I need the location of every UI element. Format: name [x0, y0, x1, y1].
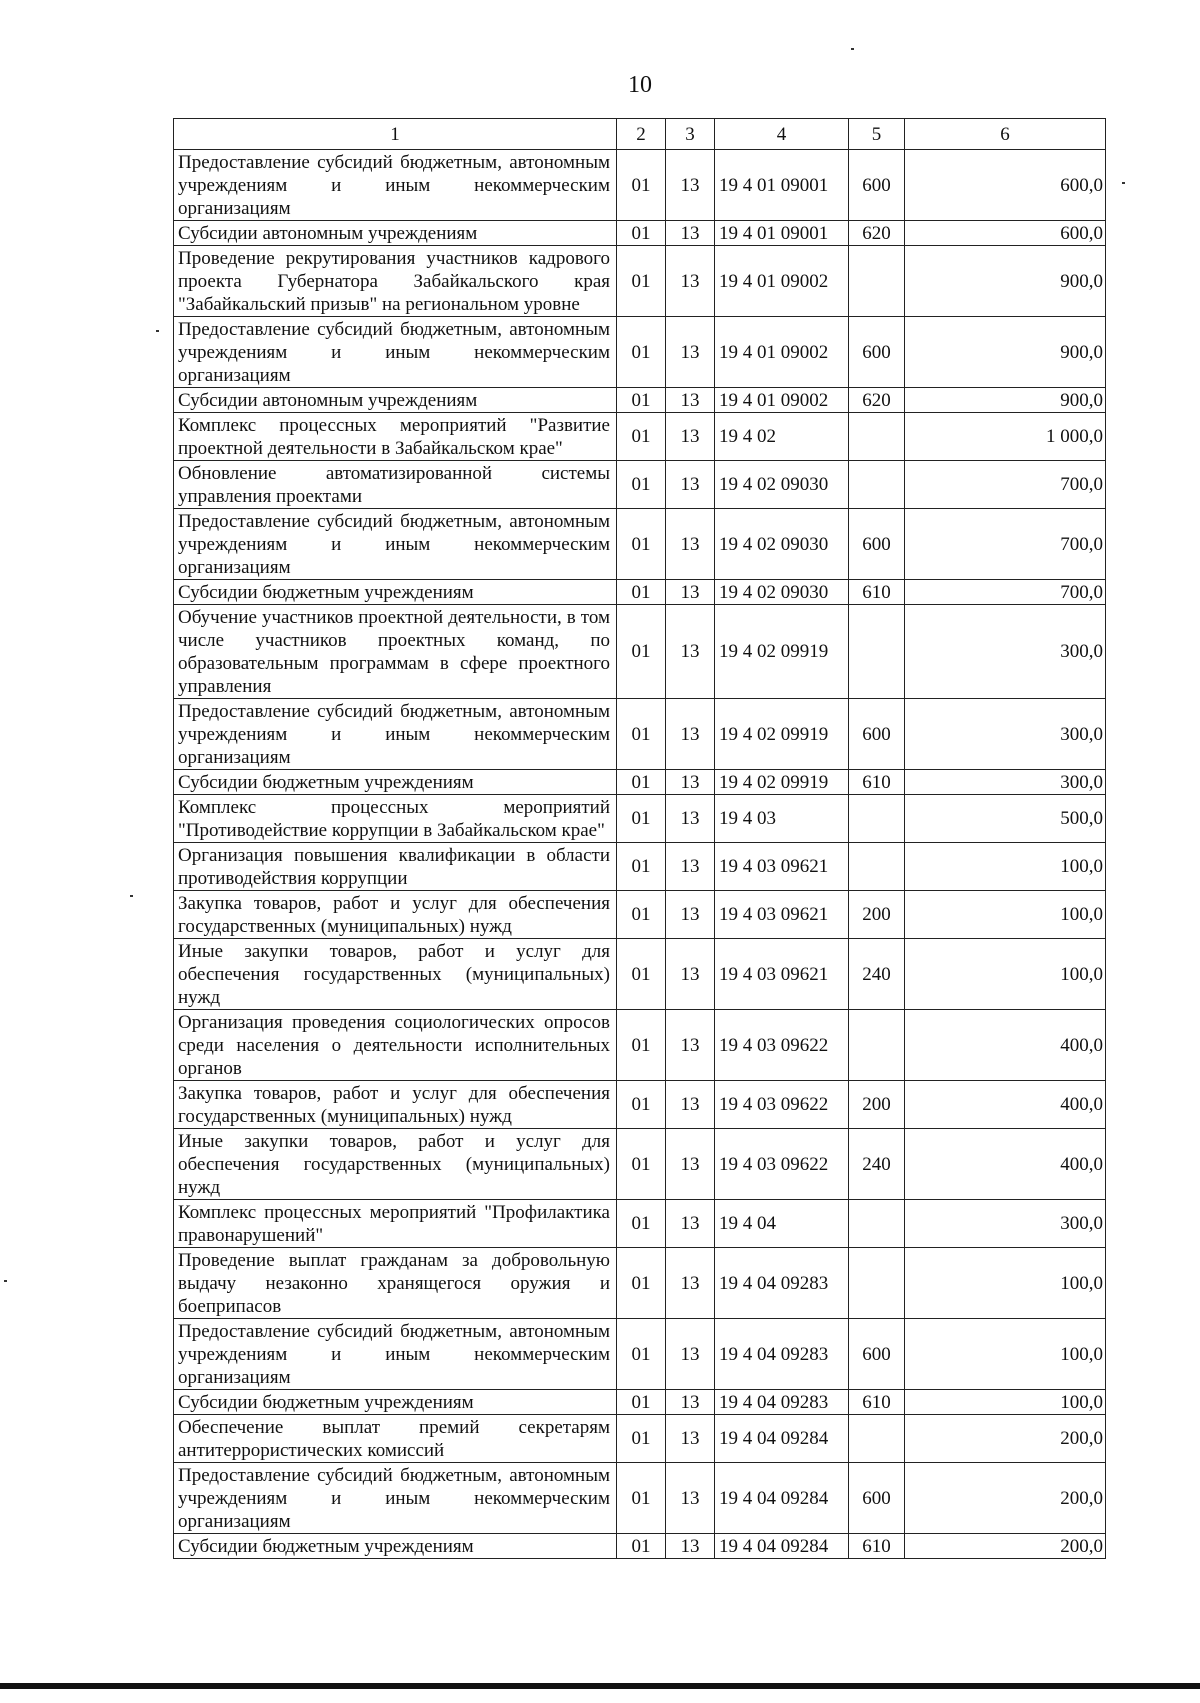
cell-c5: 610: [849, 770, 905, 795]
cell-c2: 01: [617, 1463, 666, 1534]
cell-name: Закупка товаров, работ и услуг для обеспечения государственных (муниципальных) нужд: [174, 891, 617, 939]
cell-c2: 01: [617, 388, 666, 413]
cell-c3: 13: [666, 939, 715, 1010]
cell-c5: 600: [849, 509, 905, 580]
cell-c4: 19 4 04 09284: [715, 1534, 849, 1559]
cell-c3: 13: [666, 580, 715, 605]
cell-c3: 13: [666, 1081, 715, 1129]
table-row: [174, 246, 1106, 317]
cell-c6: 1 000,0: [905, 413, 1106, 461]
cell-c5: 600: [849, 150, 905, 221]
cell-c4: 19 4 04 09284: [715, 1463, 849, 1534]
cell-c3: 13: [666, 317, 715, 388]
cell-name: Организация повышения квалификации в области противодействия коррупции: [174, 843, 617, 891]
cell-c5: [849, 246, 905, 317]
cell-c5: [849, 1010, 905, 1081]
table-row: [174, 221, 1106, 246]
table-row: [174, 770, 1106, 795]
cell-c6: 600,0: [905, 150, 1106, 221]
cell-c5: 200: [849, 891, 905, 939]
cell-c6: 200,0: [905, 1534, 1106, 1559]
scan-speck: [4, 1280, 7, 1282]
scan-speck: [130, 895, 133, 897]
cell-c4: 19 4 01 09002: [715, 317, 849, 388]
cell-c4: 19 4 02 09919: [715, 605, 849, 699]
cell-c3: 13: [666, 843, 715, 891]
cell-c4: 19 4 03 09621: [715, 939, 849, 1010]
cell-c3: 13: [666, 221, 715, 246]
cell-c4: 19 4 02 09030: [715, 509, 849, 580]
cell-c5: [849, 795, 905, 843]
cell-name: Обновление автоматизированной системы управления проектами: [174, 461, 617, 509]
cell-c4: 19 4 04 09283: [715, 1390, 849, 1415]
cell-c3: 13: [666, 1248, 715, 1319]
cell-name: Закупка товаров, работ и услуг для обеспечения государственных (муниципальных) нужд: [174, 1081, 617, 1129]
table-row: [174, 1248, 1106, 1319]
scan-speck: [851, 48, 854, 50]
cell-c6: 300,0: [905, 770, 1106, 795]
cell-c5: 600: [849, 1319, 905, 1390]
cell-c3: 13: [666, 1463, 715, 1534]
cell-c2: 01: [617, 1248, 666, 1319]
cell-c4: 19 4 03: [715, 795, 849, 843]
cell-name: Предоставление субсидий бюджетным, автономным учреждениям и иным некоммерческим организациям: [174, 150, 617, 221]
cell-c3: 13: [666, 1319, 715, 1390]
cell-c5: [849, 413, 905, 461]
table-row: [174, 388, 1106, 413]
cell-c2: 01: [617, 150, 666, 221]
cell-name: Субсидии бюджетным учреждениям: [174, 1534, 617, 1559]
cell-c6: 100,0: [905, 1248, 1106, 1319]
table-row: [174, 891, 1106, 939]
cell-c5: 610: [849, 1390, 905, 1415]
cell-c5: 620: [849, 388, 905, 413]
table-body: [174, 119, 1106, 1559]
cell-c5: 600: [849, 1463, 905, 1534]
cell-name: Иные закупки товаров, работ и услуг для обеспечения государственных (муниципальных) нужд: [174, 1129, 617, 1200]
table-row: [174, 699, 1106, 770]
cell-c3: 13: [666, 1010, 715, 1081]
cell-c6: 100,0: [905, 891, 1106, 939]
table-row: [174, 1081, 1106, 1129]
cell-name: Комплекс процессных мероприятий "Профилактика правонарушений": [174, 1200, 617, 1248]
cell-c2: 01: [617, 605, 666, 699]
cell-c2: 01: [617, 580, 666, 605]
cell-c5: 620: [849, 221, 905, 246]
table-row: [174, 413, 1106, 461]
cell-c6: 900,0: [905, 317, 1106, 388]
cell-c3: 13: [666, 891, 715, 939]
table-row: [174, 605, 1106, 699]
column-header: 6: [905, 119, 1106, 150]
page-number: 10: [628, 72, 652, 98]
cell-c6: 300,0: [905, 1200, 1106, 1248]
cell-c6: 200,0: [905, 1415, 1106, 1463]
cell-c4: 19 4 01 09001: [715, 150, 849, 221]
cell-c4: 19 4 02 09919: [715, 770, 849, 795]
cell-c3: 13: [666, 413, 715, 461]
cell-c2: 01: [617, 1390, 666, 1415]
cell-name: Субсидии бюджетным учреждениям: [174, 580, 617, 605]
cell-c4: 19 4 03 09622: [715, 1010, 849, 1081]
cell-name: Организация проведения социологических опросов среди населения о деятельности исполнительных органов: [174, 1010, 617, 1081]
cell-name: Субсидии бюджетным учреждениям: [174, 770, 617, 795]
cell-c6: 400,0: [905, 1081, 1106, 1129]
cell-c6: 600,0: [905, 221, 1106, 246]
cell-c5: 240: [849, 939, 905, 1010]
cell-c3: 13: [666, 605, 715, 699]
cell-c2: 01: [617, 317, 666, 388]
cell-c3: 13: [666, 388, 715, 413]
cell-c2: 01: [617, 1415, 666, 1463]
scan-speck: [1122, 182, 1125, 184]
table-row: [174, 1534, 1106, 1559]
cell-c2: 01: [617, 246, 666, 317]
cell-c2: 01: [617, 413, 666, 461]
cell-c6: 700,0: [905, 580, 1106, 605]
cell-c5: 610: [849, 1534, 905, 1559]
cell-c4: 19 4 03 09622: [715, 1081, 849, 1129]
cell-name: Предоставление субсидий бюджетным, автономным учреждениям и иным некоммерческим организациям: [174, 509, 617, 580]
cell-c3: 13: [666, 1390, 715, 1415]
cell-c3: 13: [666, 795, 715, 843]
cell-c4: 19 4 01 09002: [715, 246, 849, 317]
cell-name: Субсидии бюджетным учреждениям: [174, 1390, 617, 1415]
cell-c3: 13: [666, 1534, 715, 1559]
cell-c4: 19 4 03 09622: [715, 1129, 849, 1200]
cell-name: Обучение участников проектной деятельности, в том числе участников проектных команд, по образовательным программам в сфере проектного управления: [174, 605, 617, 699]
cell-c6: 400,0: [905, 1010, 1106, 1081]
scan-edge-bar: [0, 1683, 1200, 1689]
cell-name: Комплекс процессных мероприятий "Развитие проектной деятельности в Забайкальском крае": [174, 413, 617, 461]
cell-c5: [849, 1248, 905, 1319]
cell-c3: 13: [666, 150, 715, 221]
cell-c5: 610: [849, 580, 905, 605]
cell-c6: 700,0: [905, 509, 1106, 580]
cell-name: Проведение выплат гражданам за добровольную выдачу незаконно хранящегося оружия и боеприпасов: [174, 1248, 617, 1319]
cell-c4: 19 4 01 09002: [715, 388, 849, 413]
cell-c2: 01: [617, 795, 666, 843]
cell-c2: 01: [617, 221, 666, 246]
cell-c2: 01: [617, 1319, 666, 1390]
cell-name: Комплекс процессных мероприятий "Противодействие коррупции в Забайкальском крае": [174, 795, 617, 843]
cell-c5: 600: [849, 699, 905, 770]
cell-c6: 500,0: [905, 795, 1106, 843]
column-header: 2: [617, 119, 666, 150]
column-header: 1: [174, 119, 617, 150]
table-row: [174, 509, 1106, 580]
cell-c3: 13: [666, 770, 715, 795]
table-row: [174, 1463, 1106, 1534]
cell-name: Предоставление субсидий бюджетным, автономным учреждениям и иным некоммерческим организациям: [174, 699, 617, 770]
cell-c4: 19 4 01 09001: [715, 221, 849, 246]
table-row: [174, 1415, 1106, 1463]
cell-c5: 240: [849, 1129, 905, 1200]
cell-c2: 01: [617, 1081, 666, 1129]
cell-c3: 13: [666, 1129, 715, 1200]
column-header: 5: [849, 119, 905, 150]
scan-speck: [156, 330, 159, 332]
cell-c5: 200: [849, 1081, 905, 1129]
cell-c4: 19 4 02 09919: [715, 699, 849, 770]
table-row: [174, 1390, 1106, 1415]
cell-c2: 01: [617, 509, 666, 580]
cell-c2: 01: [617, 1129, 666, 1200]
table-row: [174, 1319, 1106, 1390]
cell-name: Предоставление субсидий бюджетным, автономным учреждениям и иным некоммерческим организациям: [174, 317, 617, 388]
cell-c2: 01: [617, 461, 666, 509]
cell-name: Проведение рекрутирования участников кадрового проекта Губернатора Забайкальского края "Забайкальский призыв" на региональном уровне: [174, 246, 617, 317]
table-row: [174, 317, 1106, 388]
table-row: [174, 795, 1106, 843]
cell-c5: [849, 843, 905, 891]
budget-table: [173, 118, 1106, 1559]
table-row: [174, 1200, 1106, 1248]
cell-c4: 19 4 04 09283: [715, 1248, 849, 1319]
cell-c4: 19 4 03 09621: [715, 891, 849, 939]
cell-c4: 19 4 02 09030: [715, 580, 849, 605]
cell-c2: 01: [617, 939, 666, 1010]
cell-c3: 13: [666, 246, 715, 317]
cell-c5: 600: [849, 317, 905, 388]
table-row: [174, 1129, 1106, 1200]
cell-c3: 13: [666, 1415, 715, 1463]
cell-c5: [849, 1200, 905, 1248]
cell-name: Субсидии автономным учреждениям: [174, 221, 617, 246]
cell-name: Предоставление субсидий бюджетным, автономным учреждениям и иным некоммерческим организациям: [174, 1463, 617, 1534]
table-row: [174, 580, 1106, 605]
cell-c3: 13: [666, 699, 715, 770]
cell-c3: 13: [666, 1200, 715, 1248]
cell-c5: [849, 1415, 905, 1463]
table-row: [174, 1010, 1106, 1081]
cell-name: Иные закупки товаров, работ и услуг для обеспечения государственных (муниципальных) нужд: [174, 939, 617, 1010]
cell-c3: 13: [666, 461, 715, 509]
cell-c6: 100,0: [905, 1390, 1106, 1415]
table-row: [174, 843, 1106, 891]
cell-name: Обеспечение выплат премий секретарям антитеррористических комиссий: [174, 1415, 617, 1463]
cell-c6: 100,0: [905, 939, 1106, 1010]
cell-c6: 100,0: [905, 1319, 1106, 1390]
cell-c6: 300,0: [905, 605, 1106, 699]
cell-c2: 01: [617, 1534, 666, 1559]
cell-c3: 13: [666, 509, 715, 580]
cell-c6: 900,0: [905, 388, 1106, 413]
cell-c5: [849, 605, 905, 699]
table-row: [174, 939, 1106, 1010]
cell-name: Предоставление субсидий бюджетным, автономным учреждениям и иным некоммерческим организациям: [174, 1319, 617, 1390]
cell-c4: 19 4 02: [715, 413, 849, 461]
table-header-row: [174, 119, 1106, 150]
cell-c6: 300,0: [905, 699, 1106, 770]
cell-c4: 19 4 04 09283: [715, 1319, 849, 1390]
cell-c4: 19 4 04 09284: [715, 1415, 849, 1463]
cell-c2: 01: [617, 891, 666, 939]
cell-c4: 19 4 04: [715, 1200, 849, 1248]
cell-c6: 700,0: [905, 461, 1106, 509]
cell-c2: 01: [617, 843, 666, 891]
cell-c2: 01: [617, 1010, 666, 1081]
cell-c4: 19 4 03 09621: [715, 843, 849, 891]
cell-c6: 400,0: [905, 1129, 1106, 1200]
cell-c2: 01: [617, 699, 666, 770]
cell-c4: 19 4 02 09030: [715, 461, 849, 509]
cell-name: Субсидии автономным учреждениям: [174, 388, 617, 413]
cell-c6: 900,0: [905, 246, 1106, 317]
cell-c5: [849, 461, 905, 509]
cell-c2: 01: [617, 770, 666, 795]
cell-c6: 100,0: [905, 843, 1106, 891]
cell-c2: 01: [617, 1200, 666, 1248]
table-row: [174, 461, 1106, 509]
cell-c6: 200,0: [905, 1463, 1106, 1534]
table-row: [174, 150, 1106, 221]
column-header: 4: [715, 119, 849, 150]
column-header: 3: [666, 119, 715, 150]
